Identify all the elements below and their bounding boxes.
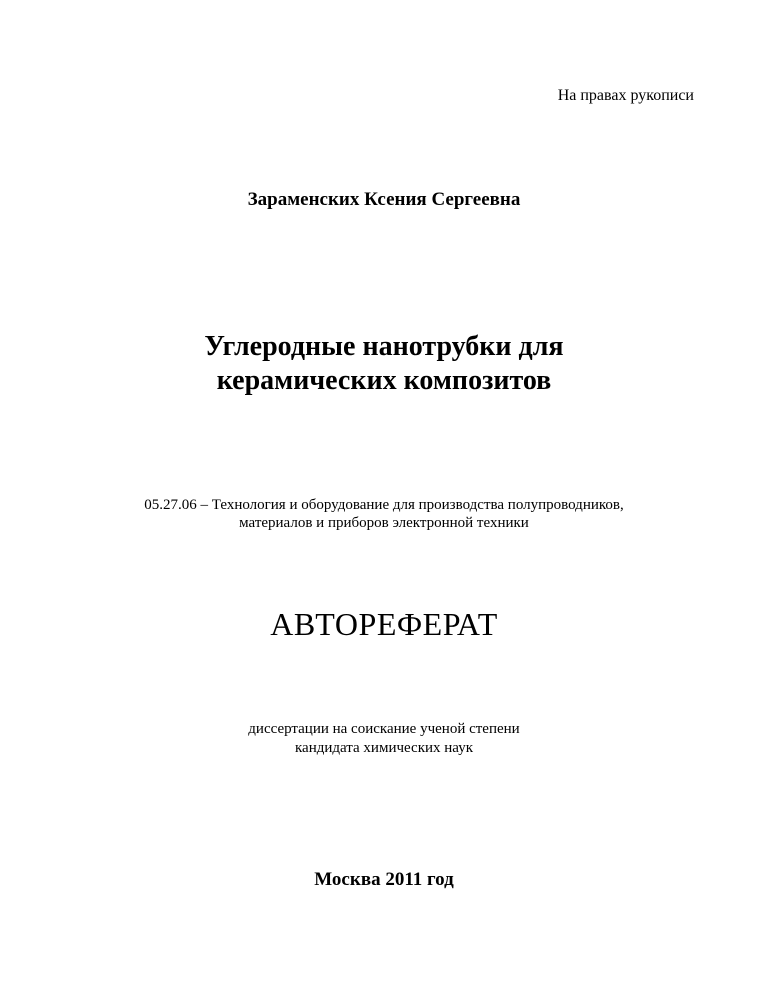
specialty-line-2: материалов и приборов электронной техники [239, 515, 529, 531]
thesis-title-line-2: керамических композитов [216, 365, 552, 396]
document-type-heading: АВТОРЕФЕРАТ [270, 606, 498, 642]
degree-line-2: кандидата химических наук [294, 740, 473, 756]
manuscript-rights-note: На правах рукописи [557, 87, 694, 104]
thesis-title [0, 330, 768, 398]
specialty-code [0, 496, 768, 532]
author-name: Зараменских Ксения Сергеевна [247, 189, 521, 210]
city-year: Москва 2011 год [314, 869, 454, 890]
thesis-title-line-1: Углеродные нанотрубки для [204, 331, 564, 362]
degree-statement [0, 720, 768, 758]
specialty-line-1: 05.27.06 – Технология и оборудование для производства полупроводников, [144, 497, 624, 513]
degree-line-1: диссертации на соискание ученой степени [248, 721, 520, 737]
